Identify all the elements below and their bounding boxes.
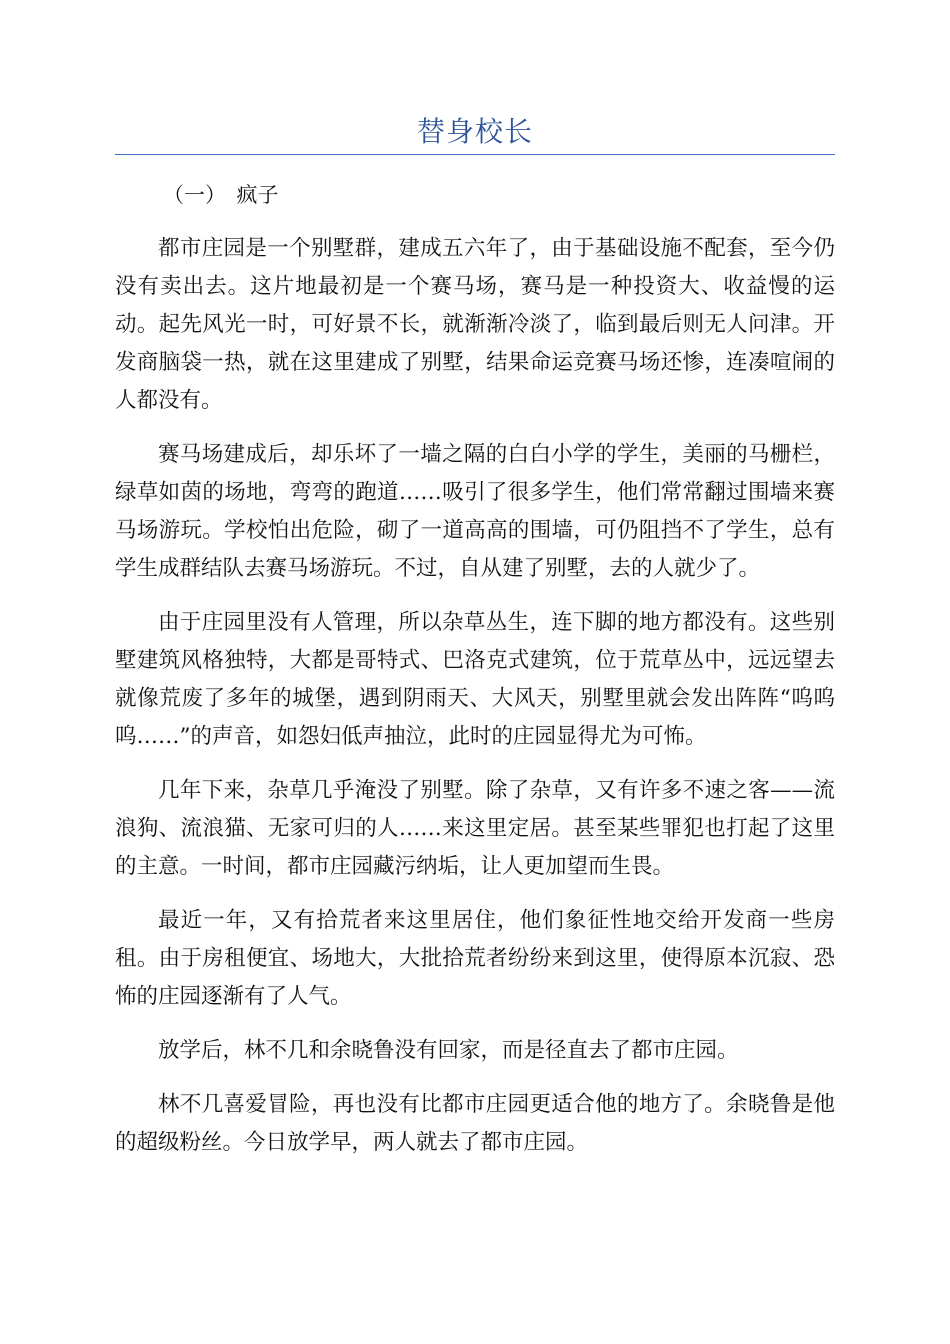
- paragraph: 都市庄园是一个别墅群，建成五六年了，由于基础设施不配套，至今仍没有卖出去。这片地最初是一个赛马场，赛马是一种投资大、收益慢的运动。起先风光一时，可好景不长，就渐渐冷淡了，临到最后则无人问津。开发商脑袋一热，就在这里建成了别墅，结果命运竞赛马场还惨，连凑喧闹的人都没有。: [115, 236, 835, 413]
- paragraph: 由于庄园里没有人管理，所以杂草丛生，连下脚的地方都没有。这些别墅建筑风格独特，大都是哥特式、巴洛克式建筑，位于荒草丛中，远远望去就像荒废了多年的城堡，遇到阴雨天、大风天，别墅里就会发出阵阵“呜呜呜……”的声音，如怨妇低声抽泣，此时的庄园显得尤为可怖。: [115, 610, 835, 749]
- paragraph: 最近一年，又有拾荒者来这里居住，他们象征性地交给开发商一些房租。由于房租便宜、场地大，大批拾荒者纷纷来到这里，使得原本沉寂、恐怖的庄园逐渐有了人气。: [115, 908, 835, 1009]
- paragraph: 赛马场建成后，却乐坏了一墙之隔的白白小学的学生，美丽的马栅栏，绿草如茵的场地，弯弯的跑道……吸引了很多学生，他们常常翻过围墙来赛马场游玩。学校怕出危险，砌了一道高高的围墙，可仍阻挡不了学生，总有学生成群结队去赛马场游玩。不过，自从建了别墅，去的人就少了。: [115, 442, 835, 581]
- paragraph: 几年下来，杂草几乎淹没了别墅。除了杂草，又有许多不速之客——流浪狗、流浪猫、无家可归的人……来这里定居。甚至某些罪犯也打起了这里的主意。一时间，都市庄园藏污纳垢，让人更加望而生畏。: [115, 778, 835, 879]
- chapter-heading: （一） 疯子: [163, 183, 279, 207]
- title-underline: [115, 154, 835, 155]
- paragraph: 放学后，林不几和余晓鲁没有回家，而是径直去了都市庄园。: [158, 1038, 739, 1063]
- document-body: [115, 230, 835, 1178]
- document-title: 替身校长: [416, 115, 533, 148]
- paragraph: 林不几喜爱冒险，再也没有比都市庄园更适合他的地方了。余晓鲁是他的超级粉丝。今日放学早，两人就去了都市庄园。: [115, 1092, 835, 1155]
